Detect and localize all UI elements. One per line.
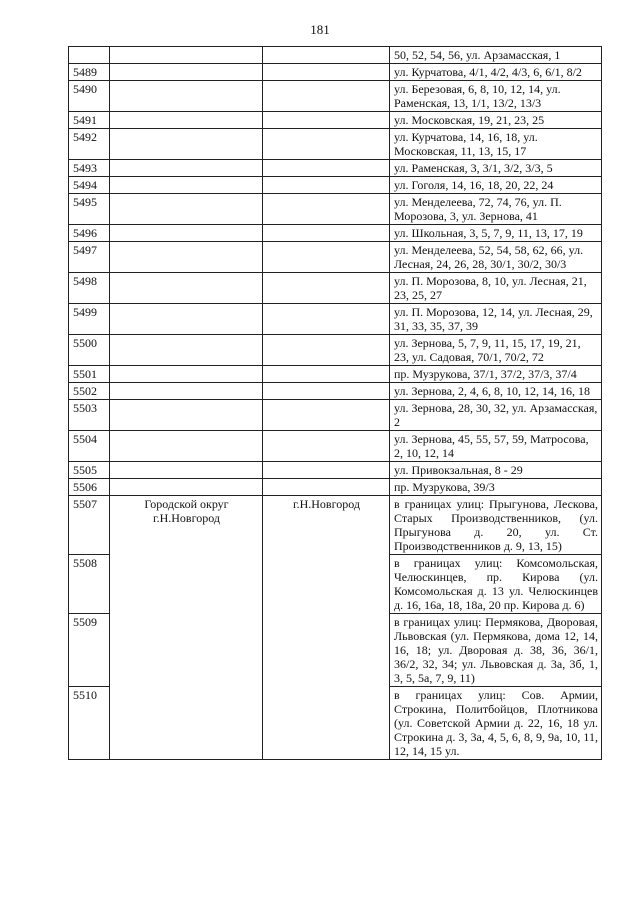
district-cell — [110, 479, 263, 496]
city-cell — [263, 47, 390, 64]
table-row — [69, 177, 602, 194]
table-row — [69, 335, 602, 366]
table-row — [69, 225, 602, 242]
city-cell — [263, 225, 390, 242]
city-cell — [263, 479, 390, 496]
district-cell — [110, 177, 263, 194]
address-cell: ул. П. Морозова, 8, 10, ул. Лесная, 21, 23, 25, 27 — [390, 273, 602, 304]
table-row — [69, 47, 602, 64]
table-row — [69, 383, 602, 400]
address-cell: ул. Зернова, 28, 30, 32, ул. Арзамасская, 2 — [390, 400, 602, 431]
city-cell — [263, 400, 390, 431]
page-number: 181 — [310, 22, 330, 37]
city-cell — [263, 335, 390, 366]
row-number: 5496 — [69, 225, 110, 242]
district-cell — [110, 194, 263, 225]
district-cell — [110, 335, 263, 366]
row-number: 5501 — [69, 366, 110, 383]
city-cell — [263, 431, 390, 462]
district-cell — [110, 462, 263, 479]
table-row — [69, 129, 602, 160]
row-number: 5509 — [69, 614, 110, 687]
row-number: 5489 — [69, 64, 110, 81]
district-cell — [110, 112, 263, 129]
district-name-cell: Городской округ г.Н.Новгород — [110, 496, 263, 760]
table-row — [69, 479, 602, 496]
address-cell: пр. Музрукова, 37/1, 37/2, 37/3, 37/4 — [390, 366, 602, 383]
city-cell — [263, 273, 390, 304]
city-name-cell: г.Н.Новгород — [263, 496, 390, 760]
address-cell: ул. Курчатова, 4/1, 4/2, 4/3, 6, 6/1, 8/2 — [390, 64, 602, 81]
row-number: 5506 — [69, 479, 110, 496]
row-number: 5503 — [69, 400, 110, 431]
table-row — [69, 431, 602, 462]
address-cell: 50, 52, 54, 56, ул. Арзамасская, 1 — [390, 47, 602, 64]
address-cell: ул. Гоголя, 14, 16, 18, 20, 22, 24 — [390, 177, 602, 194]
address-cell: ул. Раменская, 3, 3/1, 3/2, 3/3, 5 — [390, 160, 602, 177]
table-row — [69, 273, 602, 304]
district-cell — [110, 64, 263, 81]
district-cell — [110, 400, 263, 431]
city-cell — [263, 112, 390, 129]
address-cell: в границах улиц: Пермякова, Дворовая, Львовская (ул. Пермякова, дома 12, 14, 16, 18; ул. Дворовая д. 38, 36, 36/1, 36/2, 32, 34; ул. Львовская д. 3а, 3б, 1, 3, 5, 5а, 7, 9, 11) — [390, 614, 602, 687]
table-row — [69, 194, 602, 225]
address-cell: ул. Привокзальная, 8 - 29 — [390, 462, 602, 479]
row-number: 5507 — [69, 496, 110, 555]
address-cell: в границах улиц: Комсомольская, Челюскинцев, пр. Кирова (ул. Комсомольская д. 13 ул. Челюскинцев д. 16, 16а, 18, 18а, 20 пр. Кирова д. 6) — [390, 555, 602, 614]
district-cell — [110, 160, 263, 177]
city-cell — [263, 160, 390, 177]
address-cell: ул. Менделеева, 52, 54, 58, 62, 66, ул. Лесная, 24, 26, 28, 30/1, 30/2, 30/3 — [390, 242, 602, 273]
district-cell — [110, 225, 263, 242]
address-cell: ул. П. Морозова, 12, 14, ул. Лесная, 29, 31, 33, 35, 37, 39 — [390, 304, 602, 335]
row-number: 5500 — [69, 335, 110, 366]
district-cell — [110, 47, 263, 64]
row-number: 5505 — [69, 462, 110, 479]
city-cell — [263, 177, 390, 194]
table-row — [69, 81, 602, 112]
address-cell: пр. Музрукова, 39/3 — [390, 479, 602, 496]
district-cell — [110, 273, 263, 304]
address-cell: в границах улиц: Прыгунова, Лескова, Старых Производственников, (ул. Прыгунова д. 20, ул. Ст. Производственников д. 9, 13, 15) — [390, 496, 602, 555]
address-cell: в границах улиц: Сов. Армии, Строкина, Политбойцов, Плотникова (ул. Советской Армии д. 22, 16, 18 ул. Строкина д. 3, 3а, 4, 5, 6, 8, 9, 9а, 10, 11, 12, 14, 15 ул. — [390, 687, 602, 760]
table-row — [69, 366, 602, 383]
row-number: 5499 — [69, 304, 110, 335]
table-row — [69, 160, 602, 177]
district-cell — [110, 431, 263, 462]
district-cell — [110, 366, 263, 383]
city-cell — [263, 242, 390, 273]
district-cell — [110, 304, 263, 335]
address-cell: ул. Зернова, 45, 55, 57, 59, Матросова, 2, 10, 12, 14 — [390, 431, 602, 462]
city-cell — [263, 304, 390, 335]
row-number: 5504 — [69, 431, 110, 462]
table-row — [69, 64, 602, 81]
row-number: 5493 — [69, 160, 110, 177]
city-cell — [263, 462, 390, 479]
city-cell — [263, 64, 390, 81]
table-row — [69, 304, 602, 335]
address-table — [68, 46, 602, 760]
row-number: 5508 — [69, 555, 110, 614]
city-cell — [263, 129, 390, 160]
address-cell: ул. Московская, 19, 21, 23, 25 — [390, 112, 602, 129]
row-number: 5491 — [69, 112, 110, 129]
address-cell: ул. Курчатова, 14, 16, 18, ул. Московская, 11, 13, 15, 17 — [390, 129, 602, 160]
row-number — [69, 47, 110, 64]
row-number: 5495 — [69, 194, 110, 225]
address-cell: ул. Зернова, 5, 7, 9, 11, 15, 17, 19, 21, 23, ул. Садовая, 70/1, 70/2, 72 — [390, 335, 602, 366]
address-cell: ул. Зернова, 2, 4, 6, 8, 10, 12, 14, 16, 18 — [390, 383, 602, 400]
city-cell — [263, 81, 390, 112]
address-cell: ул. Березовая, 6, 8, 10, 12, 14, ул. Раменская, 13, 1/1, 13/2, 13/3 — [390, 81, 602, 112]
row-number: 5492 — [69, 129, 110, 160]
district-cell — [110, 242, 263, 273]
district-cell — [110, 129, 263, 160]
table-row — [69, 462, 602, 479]
city-cell — [263, 366, 390, 383]
city-cell — [263, 383, 390, 400]
table-row — [69, 242, 602, 273]
row-number: 5497 — [69, 242, 110, 273]
row-number: 5490 — [69, 81, 110, 112]
table-row — [69, 400, 602, 431]
address-cell: ул. Менделеева, 72, 74, 76, ул. П. Морозова, 3, ул. Зернова, 41 — [390, 194, 602, 225]
city-cell — [263, 194, 390, 225]
row-number: 5502 — [69, 383, 110, 400]
table-row — [69, 496, 602, 555]
district-cell — [110, 81, 263, 112]
district-cell — [110, 383, 263, 400]
table-row — [69, 112, 602, 129]
row-number: 5494 — [69, 177, 110, 194]
row-number: 5510 — [69, 687, 110, 760]
row-number: 5498 — [69, 273, 110, 304]
address-cell: ул. Школьная, 3, 5, 7, 9, 11, 13, 17, 19 — [390, 225, 602, 242]
